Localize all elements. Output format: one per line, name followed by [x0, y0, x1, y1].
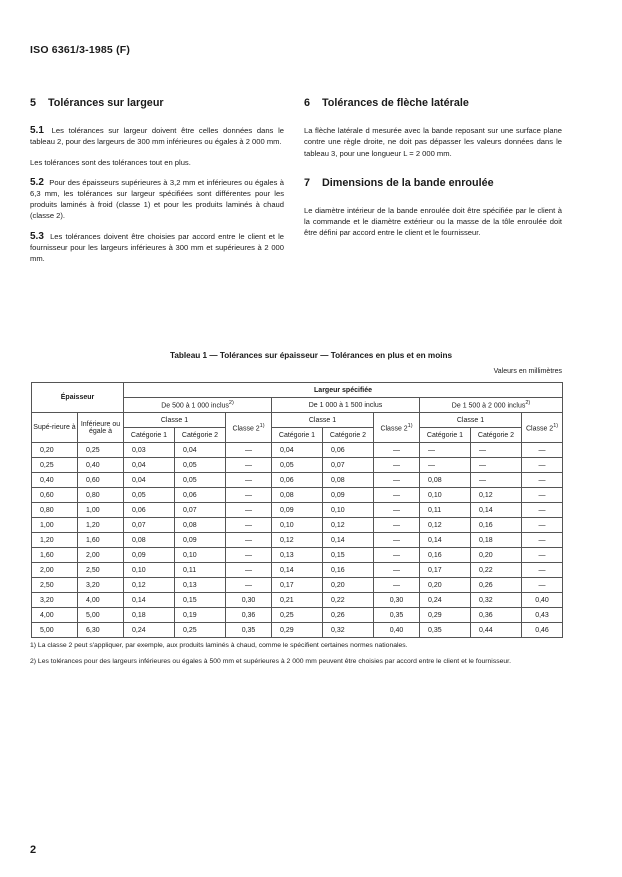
section-7-heading	[304, 178, 562, 189]
table-cell: 0,19	[175, 608, 226, 623]
table-cell: 1,60	[32, 548, 78, 563]
paragraph-5-3	[30, 231, 284, 265]
table-row	[32, 578, 563, 593]
header-range-1: De 500 à 1 000 inclus$^{2)}$	[124, 398, 272, 413]
table-cell: 0,26	[323, 608, 374, 623]
table-cell: 0,29	[272, 623, 323, 638]
header-superieure: Supé-rieure à	[32, 413, 78, 443]
table-cell: 0,80	[78, 488, 124, 503]
table-cell: 0,14	[420, 533, 471, 548]
table-cell: —	[374, 473, 420, 488]
table-row	[32, 443, 563, 458]
table-cell: 0,05	[272, 458, 323, 473]
paragraph-number: 5.1	[30, 125, 44, 137]
table-cell: 0,12	[272, 533, 323, 548]
table-cell: 0,35	[420, 623, 471, 638]
table-cell: —	[522, 563, 563, 578]
paragraph-text: Les tolérances doivent être choisies par accord entre le client et le fournisseur pour les largeurs inférieures à 300 mm et supérieures à 2 000 mm.	[30, 231, 284, 264]
table-cell: 0,16	[323, 563, 374, 578]
table-cell: —	[471, 473, 522, 488]
table-cell: 0,26	[471, 578, 522, 593]
table-cell: 1,20	[32, 533, 78, 548]
table-cell: 0,09	[175, 533, 226, 548]
table-cell: 0,11	[420, 503, 471, 518]
table-row	[32, 533, 563, 548]
paragraph-5-1	[30, 125, 284, 147]
table-cell: 0,13	[175, 578, 226, 593]
table-cell: 0,08	[272, 488, 323, 503]
table-cell: —	[226, 518, 272, 533]
section-title: Tolérances sur largeur	[48, 97, 164, 109]
table-cell: 0,14	[323, 533, 374, 548]
header-largeur: Largeur spécifiée	[124, 383, 563, 398]
table-cell: —	[374, 578, 420, 593]
header-categorie-1: Catégorie 1	[124, 428, 175, 443]
table-cell: 0,80	[32, 503, 78, 518]
table-cell: 0,03	[124, 443, 175, 458]
table-row	[32, 488, 563, 503]
table-cell: —	[374, 443, 420, 458]
paragraph-5-1b: Les tolérances sont des tolérances tout en plus.	[30, 157, 191, 167]
table-cell: 0,44	[471, 623, 522, 638]
table-cell: 0,08	[124, 533, 175, 548]
page-number: 2	[30, 844, 37, 856]
table-row	[32, 623, 563, 638]
table-cell: 0,32	[323, 623, 374, 638]
table-cell: 0,25	[32, 458, 78, 473]
table-cell: 0,12	[124, 578, 175, 593]
table-cell: —	[522, 443, 563, 458]
table-cell: 0,30	[226, 593, 272, 608]
table-cell: 0,40	[374, 623, 420, 638]
section-number: 7	[304, 176, 311, 189]
table-cell: 0,29	[420, 608, 471, 623]
table-cell: 1,60	[78, 533, 124, 548]
table-cell: 0,06	[124, 503, 175, 518]
table-cell: 0,25	[272, 608, 323, 623]
header-classe-1: Classe 1	[124, 413, 226, 428]
header-range-2: De 1 000 à 1 500 inclus	[272, 398, 420, 413]
table-row	[32, 563, 563, 578]
table-cell: 0,16	[471, 518, 522, 533]
table-cell: 0,08	[175, 518, 226, 533]
table-cell: 0,35	[226, 623, 272, 638]
table-cell: 0,40	[522, 593, 563, 608]
table-cell: —	[522, 533, 563, 548]
table-cell: 5,00	[32, 623, 78, 638]
table-cell: 0,09	[124, 548, 175, 563]
table-cell: 4,00	[78, 593, 124, 608]
header-categorie-1: Catégorie 1	[420, 428, 471, 443]
table-cell: —	[522, 473, 563, 488]
table-cell: 0,20	[420, 578, 471, 593]
table-cell: —	[374, 563, 420, 578]
footnote-2: 2) Les tolérances pour des largeurs inférieures ou égales à 500 mm et supérieures à 2 000 mm peuvent être choisies par accord entre le client et le fournisseur.	[30, 658, 511, 665]
table-cell: —	[374, 548, 420, 563]
table-cell: 0,06	[272, 473, 323, 488]
table-cell: 1,20	[78, 518, 124, 533]
table-cell: —	[522, 503, 563, 518]
table-cell: —	[226, 458, 272, 473]
table-cell: 0,16	[420, 548, 471, 563]
header-categorie-2: Catégorie 2	[323, 428, 374, 443]
table-cell: 0,40	[32, 473, 78, 488]
tolerance-table	[31, 382, 563, 638]
table-cell: —	[522, 578, 563, 593]
header-classe-2: Classe 2$^{1)}$	[374, 413, 420, 443]
table-body	[32, 443, 563, 638]
table-cell: 0,08	[420, 473, 471, 488]
table-caption: Tableau 1 — Tolérances sur épaisseur — Tolérances en plus et en moins	[169, 351, 453, 360]
section-5-heading	[30, 98, 284, 109]
table-cell: 0,20	[471, 548, 522, 563]
table-cell: 2,50	[32, 578, 78, 593]
header-categorie-1: Catégorie 1	[272, 428, 323, 443]
table-cell: —	[226, 548, 272, 563]
table-cell: —	[226, 578, 272, 593]
table-cell: 0,14	[471, 503, 522, 518]
table-cell: 6,30	[78, 623, 124, 638]
table-cell: 0,25	[175, 623, 226, 638]
table-cell: 0,10	[323, 503, 374, 518]
table-cell: 0,07	[124, 518, 175, 533]
paragraph-text: Les tolérances sur largeur doivent être celles données dans le tableau 2, pour des largeurs de 300 mm inférieures ou égales à 2 000 mm.	[30, 126, 284, 147]
table-cell: 0,35	[374, 608, 420, 623]
table-cell: —	[471, 443, 522, 458]
table-cell: 0,17	[420, 563, 471, 578]
header-classe-2: Classe 2$^{1)}$	[226, 413, 272, 443]
table-cell: 0,25	[78, 443, 124, 458]
table-cell: 0,12	[323, 518, 374, 533]
table-cell: 0,04	[175, 443, 226, 458]
table-cell: 0,40	[78, 458, 124, 473]
table-cell: —	[226, 503, 272, 518]
paragraph-6: La flèche latérale d mesurée avec la bande reposant sur une surface plane contre une règle droite, ne doit pas dépasser les valeurs données dans le tableau 3, pour une longueur L = 2 000 mm.	[304, 126, 562, 158]
table-cell: 0,46	[522, 623, 563, 638]
table-cell: 0,08	[323, 473, 374, 488]
section-number: 5	[30, 97, 37, 109]
table-cell: 0,15	[323, 548, 374, 563]
table-cell: 0,20	[32, 443, 78, 458]
table-cell: 0,17	[272, 578, 323, 593]
table-cell: 0,22	[471, 563, 522, 578]
table-row	[32, 593, 563, 608]
table-cell: 0,07	[175, 503, 226, 518]
table-cell: 0,09	[272, 503, 323, 518]
table-cell: 0,13	[272, 548, 323, 563]
table-cell: 0,12	[420, 518, 471, 533]
table-cell: 0,15	[175, 593, 226, 608]
table-row	[32, 503, 563, 518]
table-cell: 0,22	[323, 593, 374, 608]
table-cell: —	[522, 488, 563, 503]
header-categorie-2: Catégorie 2	[175, 428, 226, 443]
table-cell: 0,06	[175, 488, 226, 503]
table-cell: 0,07	[323, 458, 374, 473]
table-cell: 0,14	[124, 593, 175, 608]
table-cell: 1,00	[32, 518, 78, 533]
table-cell: 0,14	[272, 563, 323, 578]
table-cell: 0,05	[124, 488, 175, 503]
table-cell: 4,00	[32, 608, 78, 623]
table-row	[32, 608, 563, 623]
header-epaisseur: Épaisseur	[32, 383, 124, 413]
table-cell: —	[522, 548, 563, 563]
table-cell: 0,20	[323, 578, 374, 593]
table-cell: —	[374, 503, 420, 518]
footnote-1: 1) La classe 2 peut s'appliquer, par exemple, aux produits laminés à chaud, comme le spécifient certaines normes nationales.	[30, 642, 408, 649]
table-cell: 0,60	[78, 473, 124, 488]
header-classe-2: Classe 2$^{1)}$	[522, 413, 563, 443]
table-cell: 2,00	[78, 548, 124, 563]
header-classe-1: Classe 1	[272, 413, 374, 428]
table-row	[32, 458, 563, 473]
table-cell: —	[522, 518, 563, 533]
table-cell: 1,00	[78, 503, 124, 518]
table-cell: 0,36	[471, 608, 522, 623]
table-cell: 0,04	[124, 473, 175, 488]
table-cell: —	[226, 488, 272, 503]
table-cell: 0,06	[323, 443, 374, 458]
table-cell: 0,10	[272, 518, 323, 533]
table-row	[32, 548, 563, 563]
table-cell: 0,10	[175, 548, 226, 563]
table-cell: 0,12	[471, 488, 522, 503]
paragraph-text: Pour des épaisseurs supérieures à 3,2 mm et inférieures ou égales à 6,3 mm, les tolérances sur largeur spécifiées sont différentes pour les produits laminés à froid (classe 1) et pour les produits laminés à chaud (classe 2).	[30, 177, 284, 221]
table-cell: 0,18	[471, 533, 522, 548]
table-cell: 0,04	[272, 443, 323, 458]
header-inferieure: Inférieure ou égale à	[78, 413, 124, 443]
section-number: 6	[304, 97, 311, 109]
table-cell: 0,18	[124, 608, 175, 623]
header-categorie-2: Catégorie 2	[471, 428, 522, 443]
table-units: Valeurs en millimètres	[493, 368, 562, 375]
table-cell: 0,60	[32, 488, 78, 503]
table-cell: 0,11	[175, 563, 226, 578]
paragraph-5-2	[30, 177, 284, 222]
table-cell: 0,05	[175, 473, 226, 488]
table-cell: 0,05	[175, 458, 226, 473]
table-cell: 0,36	[226, 608, 272, 623]
table-cell: 3,20	[32, 593, 78, 608]
table-cell: 2,00	[32, 563, 78, 578]
table-cell: —	[226, 443, 272, 458]
table-cell: 0,10	[124, 563, 175, 578]
table-cell: —	[374, 533, 420, 548]
header-range-3: De 1 500 à 2 000 inclus$^{2)}$	[420, 398, 563, 413]
table-row	[32, 518, 563, 533]
table-cell: 0,32	[471, 593, 522, 608]
section-title: Dimensions de la bande enroulée	[322, 176, 494, 189]
table-cell: 0,10	[420, 488, 471, 503]
paragraph-number: 5.3	[30, 230, 44, 242]
paragraph-number: 5.2	[30, 176, 44, 188]
paragraph-7: Le diamètre intérieur de la bande enroulée doit être spécifiée par le client à la commande et le diamètre extérieur ou la masse de la tôle enroulée doit être défini par accord entre le client et le fournisseur.	[304, 206, 562, 238]
table-cell: 0,30	[374, 593, 420, 608]
table-cell: 3,20	[78, 578, 124, 593]
table-row	[32, 473, 563, 488]
table-cell: —	[471, 458, 522, 473]
table-cell: —	[226, 473, 272, 488]
table-cell: 2,50	[78, 563, 124, 578]
section-6-heading	[304, 98, 562, 109]
table-cell: —	[522, 458, 563, 473]
right-column	[304, 98, 562, 248]
table-cell: —	[374, 488, 420, 503]
table-cell: —	[226, 563, 272, 578]
header-classe-1: Classe 1	[420, 413, 522, 428]
table-cell: —	[374, 518, 420, 533]
table-cell: —	[374, 458, 420, 473]
table-cell: 5,00	[78, 608, 124, 623]
table-cell: 0,24	[420, 593, 471, 608]
table-cell: 0,09	[323, 488, 374, 503]
table-cell: 0,43	[522, 608, 563, 623]
table-cell: 0,04	[124, 458, 175, 473]
section-title: Tolérances de flèche latérale	[322, 97, 469, 109]
table-cell: —	[420, 443, 471, 458]
table-cell: —	[226, 533, 272, 548]
left-column	[30, 98, 284, 273]
document-header: ISO 6361/3-1985 (F)	[30, 44, 131, 56]
table-cell: 0,24	[124, 623, 175, 638]
table-cell: 0,21	[272, 593, 323, 608]
table-cell: —	[420, 458, 471, 473]
